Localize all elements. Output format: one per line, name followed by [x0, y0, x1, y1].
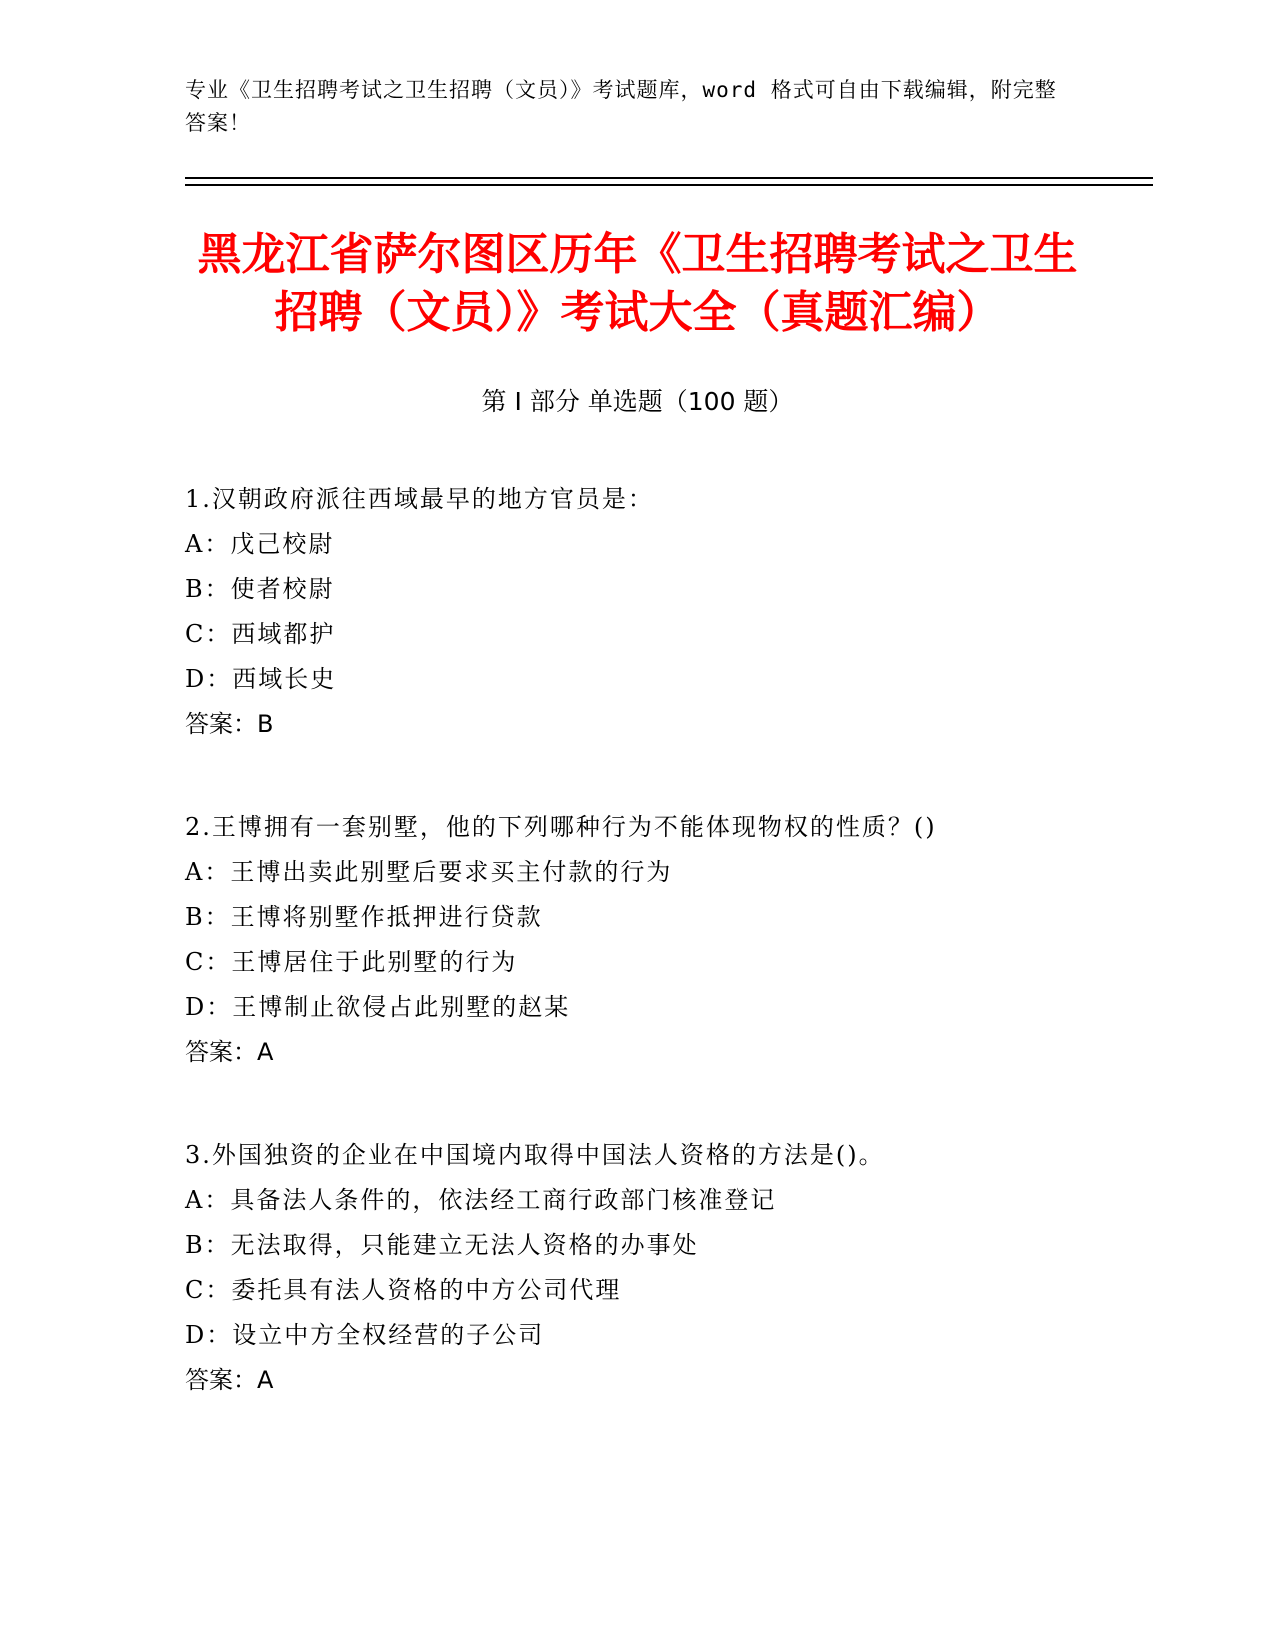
option-d: D：设立中方全权经营的子公司	[185, 1321, 545, 1349]
answer: 答案：B	[185, 710, 274, 738]
question-3	[185, 1133, 1125, 1403]
option-b: B：使者校尉	[185, 575, 335, 603]
option-b: B：无法取得，只能建立无法人资格的办事处	[185, 1231, 699, 1259]
answer: 答案：A	[185, 1366, 274, 1394]
option-b: B：王博将别墅作抵押进行贷款	[185, 903, 543, 931]
section-title: 第 I 部分 单选题（100 题）	[481, 387, 794, 416]
question-stem: 3.外国独资的企业在中国境内取得中国法人资格的方法是()。	[185, 1141, 885, 1169]
question-list	[185, 477, 1125, 1461]
answer: 答案：A	[185, 1038, 274, 1066]
question-stem: 1.汉朝政府派往西域最早的地方官员是：	[185, 485, 654, 513]
header-rule-top	[185, 177, 1153, 179]
question-2	[185, 805, 1125, 1075]
option-a: A：戊己校尉	[185, 530, 335, 558]
option-c: C：委托具有法人资格的中方公司代理	[185, 1276, 622, 1304]
header-note: 专业《卫生招聘考试之卫生招聘（文员）》考试题库，word 格式可自由下载编辑，附完整答案！	[185, 78, 1057, 135]
option-d: D：西域长史	[185, 665, 337, 693]
option-c: C：西域都护	[185, 620, 336, 648]
document-title: 黑龙江省萨尔图区历年《卫生招聘考试之卫生招聘（文员）》考试大全（真题汇编）	[197, 229, 1078, 338]
option-a: A：王博出卖此别墅后要求买主付款的行为	[185, 858, 673, 886]
header-rule-bottom	[185, 184, 1153, 186]
question-1	[185, 477, 1125, 747]
option-a: A：具备法人条件的，依法经工商行政部门核准登记	[185, 1186, 777, 1214]
option-d: D：王博制止欲侵占此别墅的赵某	[185, 993, 571, 1021]
question-stem: 2.王博拥有一套别墅，他的下列哪种行为不能体现物权的性质？()	[185, 813, 937, 841]
option-c: C：王博居住于此别墅的行为	[185, 948, 518, 976]
